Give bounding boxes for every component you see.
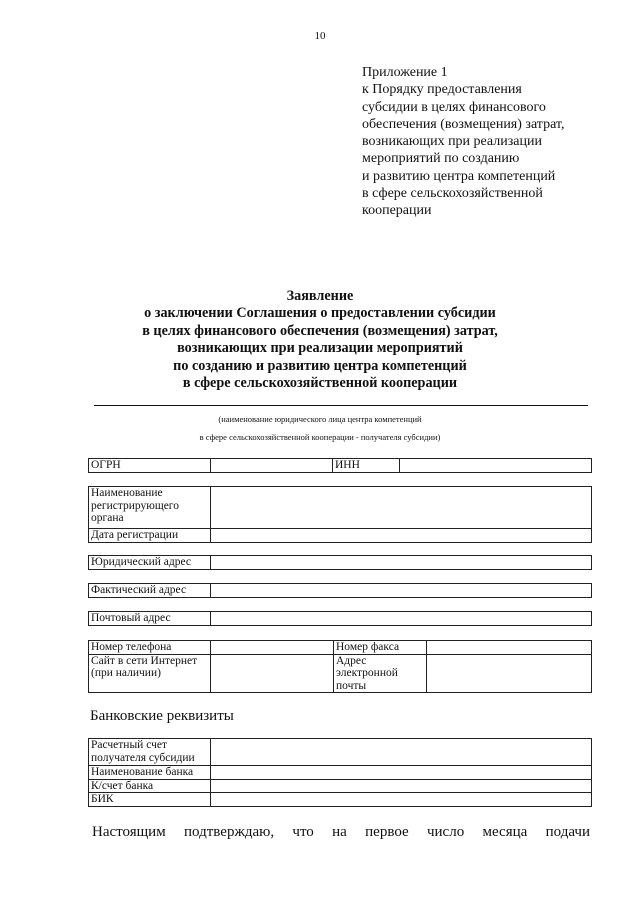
appendix-line: к Порядку предоставления (362, 82, 522, 98)
bank-details-heading: Банковские реквизиты (90, 708, 234, 724)
applicant-caption-line2: в сфере сельскохозяйственной кооперации - получателя субсидии) (199, 432, 441, 442)
actual-address-label: Фактический адрес (89, 584, 211, 598)
document-title (0, 288, 640, 392)
bank-name-field[interactable] (211, 766, 592, 780)
appendix-line: субсидии в целях финансового (362, 99, 546, 115)
email-field[interactable] (427, 654, 592, 693)
corr-account-field[interactable] (211, 779, 592, 793)
fax-field[interactable] (427, 641, 592, 655)
email-label (334, 654, 427, 693)
inn-label: ИНН (333, 459, 400, 473)
contacts-table (88, 640, 592, 693)
label-line: Наименование (91, 487, 163, 499)
ogrn-inn-table (88, 458, 592, 473)
website-label (89, 654, 211, 693)
legal-address-field[interactable] (211, 556, 592, 570)
ogrn-label: ОГРН (89, 459, 211, 473)
label-line: (при наличии) (91, 667, 161, 680)
title-line: в целях финансового обеспечения (возмещения) затрат, (142, 322, 498, 339)
registration-date-field[interactable] (211, 529, 592, 543)
postal-address-table (88, 611, 592, 626)
registering-body-label (89, 487, 211, 529)
appendix-line: в сфере сельскохозяйственной (362, 186, 543, 202)
appendix-line: Приложение 1 (362, 65, 448, 80)
page-number: 10 (314, 30, 326, 42)
inn-field[interactable] (400, 459, 592, 473)
title-line: в сфере сельскохозяйственной кооперации (182, 375, 458, 392)
applicant-name-line[interactable] (94, 405, 588, 406)
label-line: Адрес (336, 654, 367, 667)
bik-field[interactable] (211, 793, 592, 807)
label-line: электронной (336, 667, 398, 680)
appendix-line: кооперации (362, 203, 432, 219)
actual-address-table (88, 583, 592, 598)
registration-table (88, 486, 592, 543)
phone-field[interactable] (211, 641, 334, 655)
appendix-line: мероприятий по созданию (362, 151, 520, 167)
label-line: регистрирующего (91, 499, 179, 512)
label-line: Сайт в сети Интернет (91, 654, 198, 667)
label-line: почты (336, 679, 367, 692)
corr-account-label: К/счет банка (89, 779, 211, 793)
title-line: Заявление (286, 288, 354, 304)
postal-address-label: Почтовый адрес (89, 612, 211, 626)
applicant-caption-line1: (наименование юридического лица центра компетенций (218, 414, 422, 424)
bank-name-label: Наименование банка (89, 766, 211, 780)
ogrn-field[interactable] (211, 459, 333, 473)
bank-account-label (89, 739, 211, 766)
title-line: о заключении Соглашения о предоставлении субсидии (144, 305, 496, 322)
website-field[interactable] (211, 654, 334, 693)
label-line: органа (91, 512, 124, 525)
registering-body-field[interactable] (211, 487, 592, 529)
legal-address-label: Юридический адрес (89, 556, 211, 570)
phone-label: Номер телефона (89, 641, 211, 655)
confirmation-text: Настоящим подтверждаю, что на первое число месяца подачи (92, 824, 590, 840)
bank-details-table (88, 738, 592, 807)
postal-address-field[interactable] (211, 612, 592, 626)
label-line: Расчетный счет (91, 739, 167, 751)
fax-label: Номер факса (334, 641, 427, 655)
label-line: получателя субсидии (91, 751, 195, 764)
actual-address-field[interactable] (211, 584, 592, 598)
title-line: возникающих при реализации мероприятий (177, 340, 463, 357)
appendix-note (362, 64, 565, 220)
appendix-line: и развитию центра компетенций (362, 168, 556, 184)
appendix-line: обеспечения (возмещения) затрат, (362, 116, 565, 132)
legal-address-table (88, 555, 592, 570)
bank-account-field[interactable] (211, 739, 592, 766)
registration-date-label: Дата регистрации (89, 529, 211, 543)
appendix-line: возникающих при реализации (362, 134, 542, 150)
bik-label: БИК (89, 793, 211, 807)
title-line: по созданию и развитию центра компетенций (173, 357, 467, 374)
